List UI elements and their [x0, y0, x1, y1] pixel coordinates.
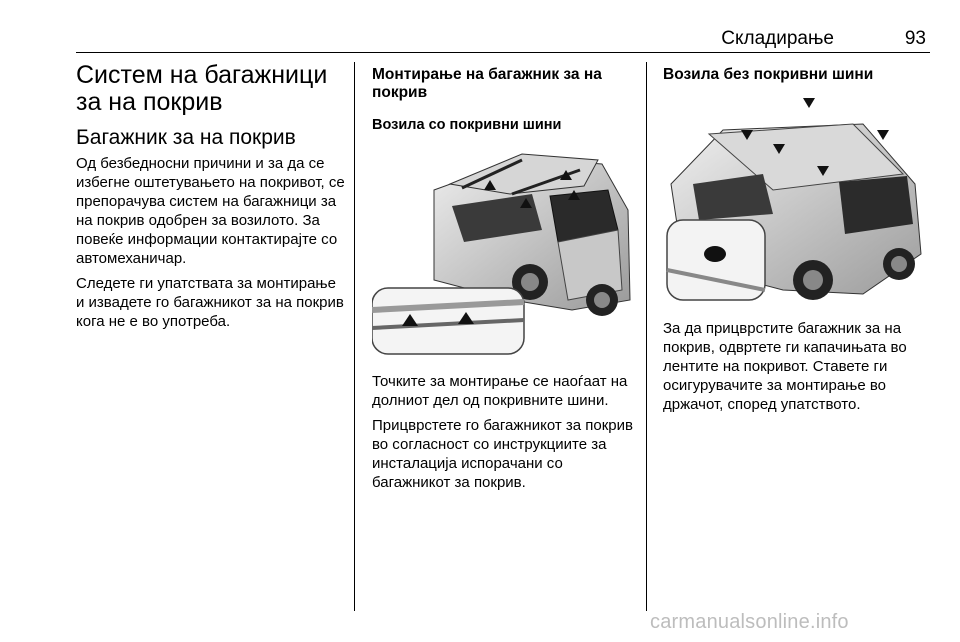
- chapter-title: Систем на багажници за на покрив: [76, 61, 328, 116]
- column-divider: [646, 62, 647, 611]
- section-heading: Возила без покривни шини: [663, 66, 874, 83]
- column-3-text: [663, 319, 931, 420]
- column-2-text: [372, 372, 634, 498]
- column-2: [372, 66, 634, 134]
- paragraph: Од безбедносни причини и за да се избегне оштетувањето на покривот, се препорачува систем на багажници за на покрив одобрен за возилото. За повеќе информации контактирајте со автомеханичар.: [76, 155, 345, 267]
- section-title: Складирање: [721, 28, 834, 49]
- page-number: 93: [904, 28, 926, 49]
- watermark: carmanualsonline.info: [650, 611, 849, 633]
- vehicle-roof-rails-illustration: [372, 150, 634, 358]
- section-heading: Багажник за на покрив: [76, 126, 296, 149]
- header-rule: [76, 52, 930, 53]
- paragraph: Следете ги упатствата за монтирање и извадете го багажникот за на покрив кога не е во употреба.: [76, 275, 344, 330]
- paragraph: За да прицврстите багажник за на покрив, одвртете ги капачињата во лентите на покривот. Ставете ги осигурувачите за монтирање во држачот, според упатството.: [663, 320, 907, 413]
- column-3: [663, 66, 931, 84]
- page-header: [76, 22, 930, 52]
- paragraph: Точките за монтирање се наоѓаат на долниот дел од покривните шини.: [372, 373, 628, 409]
- paragraph: Прицврстете го багажникот за покрив во согласност со инструкциите за инсталација испорачани со багажникот за покрив.: [372, 417, 633, 491]
- subsection-heading: Возила со покривни шини: [372, 117, 562, 133]
- column-1: [76, 62, 348, 337]
- column-divider: [354, 62, 355, 611]
- vehicle-no-rails-illustration: [663, 94, 931, 306]
- section-heading: Монтирање на багажник за на покрив: [372, 66, 602, 101]
